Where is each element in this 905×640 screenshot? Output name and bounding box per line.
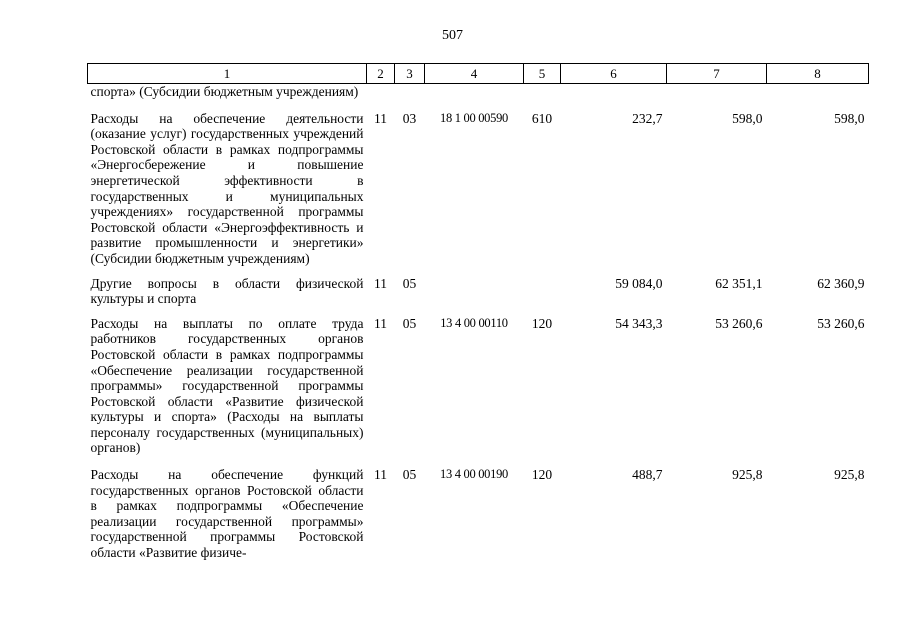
table-header [88, 64, 869, 84]
column-header-5: 5 [524, 64, 561, 84]
row-amount-year-2: 925,8 [732, 467, 763, 483]
budget-table [87, 63, 869, 561]
row-expense-type [524, 84, 561, 100]
row-section: 11 [374, 275, 387, 291]
row-amount-year-3: 62 360,9 [817, 275, 865, 291]
row-target-item: 13 4 00 00190 [440, 467, 508, 482]
row-subsection: 03 [402, 110, 417, 126]
row-target-item [425, 84, 524, 100]
row-description: Расходы на выплаты по оплате труда работников государственных органов Ростовской области в рамках подпрограммы «Обеспечение реализации государственной программы» государственной программы Ростовской области «Развитие физической культуры и спорта» (Расходы на выплаты персоналу государственных (муниципальных) органов) [90, 315, 364, 456]
row-amount-year-2 [667, 84, 767, 100]
row-amount-year-1: 488,7 [632, 467, 663, 483]
row-subsection: 05 [402, 467, 417, 483]
column-header-3: 3 [395, 64, 425, 84]
row-amount-year-2: 62 351,1 [715, 275, 763, 291]
row-amount-year-2: 598,0 [732, 110, 763, 126]
row-amount-year-3: 598,0 [834, 110, 865, 126]
column-header-2: 2 [367, 64, 395, 84]
row-section: 11 [374, 467, 387, 483]
row-amount-year-3: 925,8 [834, 467, 865, 483]
column-header-6: 6 [561, 64, 667, 84]
column-header-1: 1 [88, 64, 367, 84]
table-row [88, 111, 869, 267]
row-section: 11 [374, 110, 387, 126]
row-amount-year-1: 59 084,0 [615, 275, 663, 291]
row-section [367, 84, 395, 100]
row-subsection: 05 [402, 275, 417, 291]
column-header-7: 7 [667, 64, 767, 84]
row-description: Расходы на обеспечение деятельности (оказание услуг) государственных учреждений Ростовской области в рамках подпрограммы «Энергосбережение и повышение энергетической эффективности в государственных и муниципальных учреждениях» государственной программы Ростовской области «Энергоэффективность и развитие промышленности и энергетики» (Субсидии бюджетным учреждениям) [90, 110, 364, 266]
row-description: спорта» (Субсидии бюджетным учреждениям) [90, 84, 359, 99]
row-subsection [395, 84, 425, 100]
table-row [88, 276, 869, 307]
row-expense-type: 120 [531, 467, 553, 483]
page-number: 507 [442, 28, 463, 43]
row-amount-year-2: 53 260,6 [715, 315, 763, 331]
row-expense-type: 610 [531, 110, 553, 126]
table-row [88, 316, 869, 456]
table-row [88, 84, 869, 100]
row-amount-year-1: 232,7 [632, 110, 663, 126]
row-amount-year-1: 54 343,3 [615, 315, 663, 331]
column-header-4: 4 [425, 64, 524, 84]
row-amount-year-3: 53 260,6 [817, 315, 865, 331]
row-target-item: 13 4 00 00110 [440, 315, 508, 330]
row-expense-type: 120 [531, 315, 553, 331]
row-description: Другие вопросы в области физической культуры и спорта [90, 275, 364, 307]
row-amount-year-1 [561, 84, 667, 100]
table-row [88, 467, 869, 561]
row-subsection: 05 [402, 315, 417, 331]
row-expense-type [524, 276, 561, 307]
row-target-item [425, 276, 524, 307]
row-section: 11 [374, 315, 387, 331]
row-amount-year-3 [767, 84, 869, 100]
row-target-item: 18 1 00 00590 [440, 110, 508, 125]
row-description: Расходы на обеспечение функций государственных органов Ростовской области в рамках подпрограммы «Обеспечение реализации государственной программы» государственной программы Ростовской области «Развитие физиче- [90, 467, 364, 561]
column-header-8: 8 [767, 64, 869, 84]
